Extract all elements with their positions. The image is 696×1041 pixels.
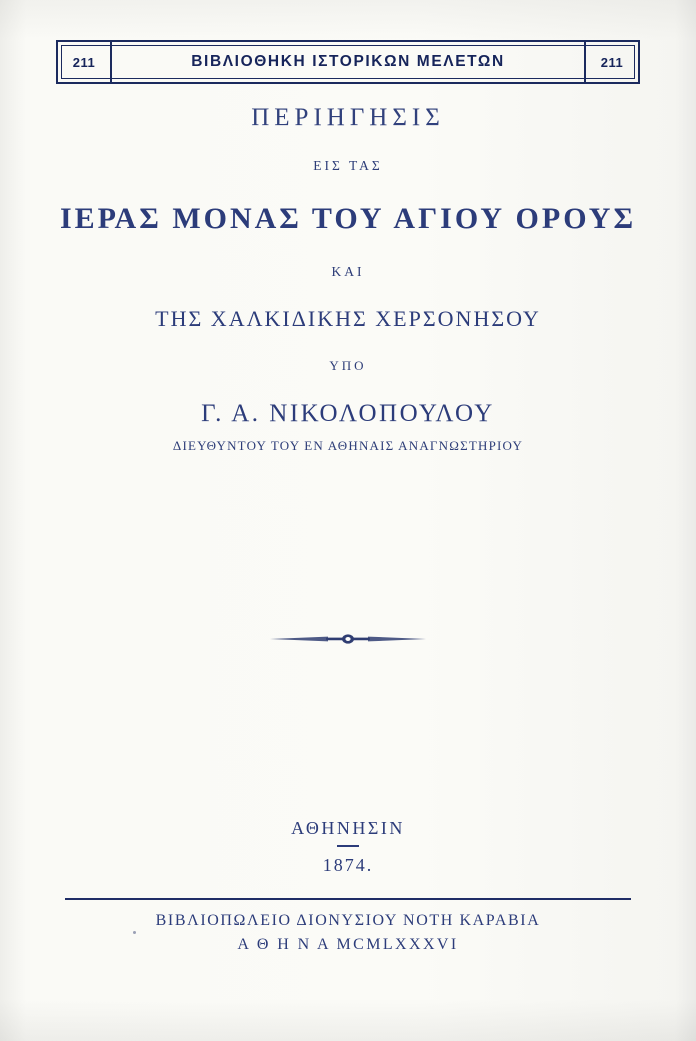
imprint-place: ΑΘΗΝΗΣΙΝ: [291, 818, 405, 838]
title-preposition: ΕΙΣ ΤΑΣ: [313, 158, 383, 173]
title-conjunction: ΚΑΙ: [331, 264, 365, 279]
imprint-year: 1874.: [322, 855, 374, 875]
title-subject-secondary: ΤΗΣ ΧΑΛΚΙΔΙΚΗΣ ΧΕΡΣΟΝΗΣΟΥ: [155, 306, 541, 331]
page-title: ΠΕΡΙΗΓΗΣΙΣ: [251, 104, 445, 131]
series-title: ΒΙΒΛΙΟΘΗΚΗ ΙΣΤΟΡΙΚΩΝ ΜΕΛΕΤΩΝ: [191, 53, 505, 70]
series-number-right: 211: [584, 42, 638, 82]
author-name: Γ. Α. ΝΙΚΟΛΟΠΟΥΛΟΥ: [201, 400, 495, 427]
series-number-left: 211: [58, 42, 112, 82]
horizontal-rule-ornament-icon: [268, 628, 428, 650]
imprint-block: [0, 818, 696, 954]
imprint-city-reprint: Α Θ Η Ν Α MCMLXXXVI: [237, 935, 459, 953]
paper-speck: [133, 931, 136, 934]
imprint-rule: [65, 898, 631, 900]
series-header-box: [56, 40, 640, 84]
ornament: [0, 628, 696, 650]
title-block: [0, 104, 696, 454]
imprint-publisher: ΒΙΒΛΙΟΠΩΛΕΙΟ ΔΙΟΝΥΣΙΟΥ ΝΟΤΗ ΚΑΡΑΒΙΑ: [155, 911, 541, 929]
author-role: ΔΙΕΥΘΥΝΤΟΥ ΤΟΥ ΕΝ ΑΘΗΝΑΙΣ ΑΝΑΓΝΩΣΤΗΡΙΟΥ: [172, 438, 524, 453]
title-by-word: ΥΠΟ: [329, 358, 367, 373]
title-subject-primary: ΙΕΡΑΣ ΜΟΝΑΣ ΤΟΥ ΑΓΙΟΥ ΟΡΟΥΣ: [59, 202, 637, 235]
imprint-divider: [337, 845, 359, 847]
